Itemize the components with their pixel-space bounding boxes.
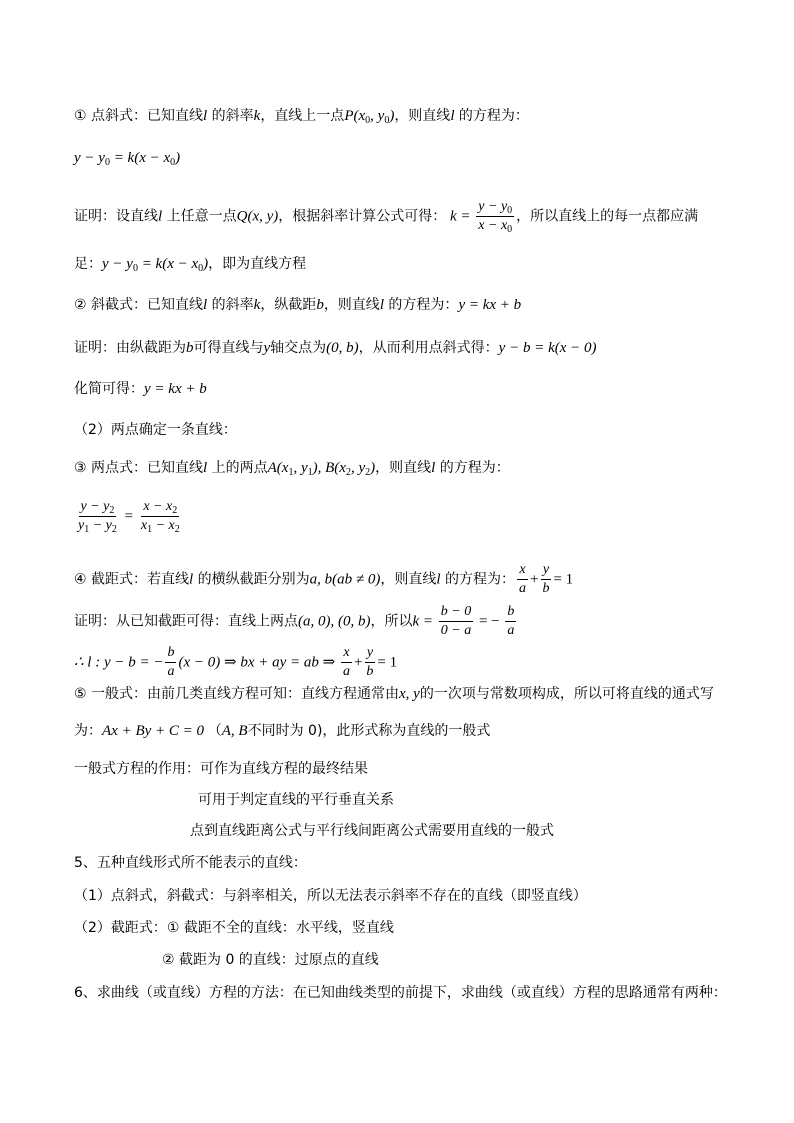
plus-sign: + xyxy=(353,654,363,671)
math-l: l xyxy=(379,297,384,313)
limit-1: （1）点斜式，斜截式：与斜率相关，所以无法表示斜率不存在的直线（即竖直线） xyxy=(74,888,587,904)
math-l: l xyxy=(431,460,436,476)
point-slope-line xyxy=(74,106,529,126)
uses-title: 一般式方程的作用：可作为直线方程的最终结果 xyxy=(74,761,368,777)
proof2-a: 证明：由纵截距为 xyxy=(74,340,186,356)
proof1-d: ，所以直线上的每一点都应满 xyxy=(516,208,699,225)
math-l: l xyxy=(436,571,441,588)
tp-mid: 上的两点 xyxy=(207,460,268,476)
formula-text: Ax + By + C = 0 xyxy=(102,723,208,739)
simplify-label: 化简可得： xyxy=(74,381,144,397)
slope-frac-2: $\frac{b}{a}$ xyxy=(507,604,515,638)
si-end: 的方程为： xyxy=(383,297,459,313)
math-l: l xyxy=(189,571,194,588)
point-slope-tail: ，则直线 xyxy=(394,108,451,124)
math-ab: A, B xyxy=(221,723,248,739)
ic-end: 的方程为： xyxy=(440,571,515,588)
deriv-frac-y: $\frac{y}{b}$ xyxy=(366,645,374,679)
proof1-b: 上任意一点 xyxy=(162,208,237,225)
point-slope-mid2: ，直线上一点 xyxy=(260,108,345,124)
proof1-cont-a: 足： xyxy=(74,256,102,272)
proof1-c: ，根据斜率计算公式可得： xyxy=(278,208,447,225)
tp-frac-right: $\frac{x - x_2}{x_1 - x_2}$ xyxy=(140,499,180,535)
math-k: k = xyxy=(446,208,475,225)
uses-3: 点到直线距离公式与平行线间距离公式需要用直线的一般式 xyxy=(190,823,554,839)
math-point: (0, b) xyxy=(326,340,359,356)
gen-l2a: 为： xyxy=(74,723,102,739)
proof2-c: 轴交点为 xyxy=(270,340,327,356)
proof1-a: 证明：设直线 xyxy=(74,208,158,225)
math-y: y xyxy=(263,340,271,356)
math-b: b xyxy=(316,297,324,313)
math-b: b xyxy=(186,340,194,356)
proof1-line xyxy=(74,198,698,235)
math-l: l xyxy=(450,108,455,124)
math-points: (a, 0), (0, b) xyxy=(298,613,371,630)
equals-one: = 1 xyxy=(553,571,574,588)
method-title: 6、求曲线（或直线）方程的方法：在已知曲线类型的前提下，求曲线（或直线）方程的思路通常有两种： xyxy=(74,985,727,1001)
formula-text: $y - y_0 = k(x - x_0)$ xyxy=(102,256,209,274)
five-forms-title: 5、五种直线形式所不能表示的直线： xyxy=(74,855,307,871)
proof2-line xyxy=(74,338,597,358)
eq-minus: = − xyxy=(475,613,504,630)
formula-text: y − b = k(x − 0) xyxy=(498,340,597,356)
proof1-cont-line xyxy=(74,254,306,274)
equals-sign: = xyxy=(120,508,137,525)
deriv-frac: $\frac{b}{a}$ xyxy=(167,645,175,679)
derivation-a: ∴ l : y − b = − xyxy=(74,654,164,671)
math-l: l xyxy=(203,108,208,124)
math-k: k xyxy=(253,297,261,313)
proof2-b: 可得直线与 xyxy=(193,340,264,356)
slope-frac-1: $\frac{b - 0}{0 - a}$ xyxy=(440,604,472,638)
gen-head: ⑤ 一般式：由前几类直线方程可知：直线方程通常由 xyxy=(74,686,399,702)
tp-head: ③ 两点式：已知直线 xyxy=(74,460,204,476)
math-l: l xyxy=(158,208,163,225)
proof1-cont-b: ，即为直线方程 xyxy=(208,256,307,272)
proof4-line xyxy=(74,603,518,640)
two-point-line xyxy=(74,458,510,478)
ic-frac-x: $\frac{x}{a}$ xyxy=(519,562,526,596)
math-l: l xyxy=(203,297,208,313)
math-point-q: Q(x, y) xyxy=(236,208,279,225)
math-xy: x, y xyxy=(399,686,420,702)
plus-sign: + xyxy=(530,571,539,588)
ic-tail: ，则直线 xyxy=(380,571,437,588)
si-head: ② 斜截式：已知直线 xyxy=(74,297,204,313)
derivation-line xyxy=(74,644,397,681)
math-k: k = xyxy=(412,613,437,630)
formula-text: y = kx + b xyxy=(458,297,522,313)
math-point-p: $P(x_0$, $y_0$) xyxy=(344,108,395,126)
tp-end: 的方程为： xyxy=(435,460,510,476)
gen-l2b: （ xyxy=(207,723,222,739)
limit-2b: ② 截距为 0 的直线：过原点的直线 xyxy=(162,952,379,968)
math-k: k xyxy=(253,108,261,124)
si-mid3: ，则直线 xyxy=(323,297,380,313)
deriv-frac-x: $\frac{x}{a}$ xyxy=(342,645,350,679)
tp-frac-left: $\frac{y - y_2}{y_1 - y_2}$ xyxy=(78,499,117,535)
proof2-d: ，从而利用点斜式得： xyxy=(358,340,499,356)
point-slope-end: 的方程为： xyxy=(454,108,529,124)
derivation-b: (x − 0) ⇒ bx + ay = ab ⇒ xyxy=(178,654,339,671)
limit-2a: （2）截距式：① 截距不全的直线：水平线，竖直线 xyxy=(74,920,394,936)
general-line-2 xyxy=(74,721,490,741)
math-l: l xyxy=(203,460,208,476)
gen-l2c: 不同时为 0)，此形式称为直线的一般式 xyxy=(247,723,491,739)
point-slope-mid1: 的斜率 xyxy=(207,108,254,124)
intercept-line xyxy=(74,561,573,598)
point-slope-head: ① 点斜式：已知直线 xyxy=(74,108,204,124)
point-slope-formula xyxy=(74,148,180,168)
ic-frac-y: $\frac{y}{b}$ xyxy=(542,562,550,596)
section-two-points xyxy=(74,420,237,440)
tp-tail: ，则直线 xyxy=(375,460,432,476)
slope-fraction: $\frac{y - y_0}{x - x_0}$ xyxy=(478,199,513,235)
uses-2: 可用于判定直线的平行垂直关系 xyxy=(198,792,394,808)
ic-head: ④ 截距式：若直线 xyxy=(74,571,190,588)
formula-text: $y - y_0 = k(x - x_0)$ xyxy=(74,150,181,168)
si-mid2: ，纵截距 xyxy=(260,297,317,313)
ic-mid: 的横纵截距分别为 xyxy=(193,571,310,588)
proof4-a: 证明：从已知截距可得：直线上两点 xyxy=(74,613,298,630)
gen-tail: 的一次项与常数项构成，所以可将直线的通式写 xyxy=(419,686,714,702)
two-point-formula xyxy=(74,498,184,535)
math-points-ab: $A(x_1$, $y_1$), $B(x_2$, $y_2$) xyxy=(267,460,376,478)
si-mid1: 的斜率 xyxy=(207,297,254,313)
section-label: （2）两点确定一条直线： xyxy=(74,422,237,438)
general-line xyxy=(74,684,714,704)
slope-intercept-line xyxy=(74,295,521,315)
formula-text: y = kx + b xyxy=(144,381,207,397)
simplify-line xyxy=(74,379,207,399)
math-ab: a, b(ab ≠ 0) xyxy=(309,571,381,588)
equals-one: = 1 xyxy=(377,654,398,671)
proof4-b: ，所以 xyxy=(370,613,413,630)
